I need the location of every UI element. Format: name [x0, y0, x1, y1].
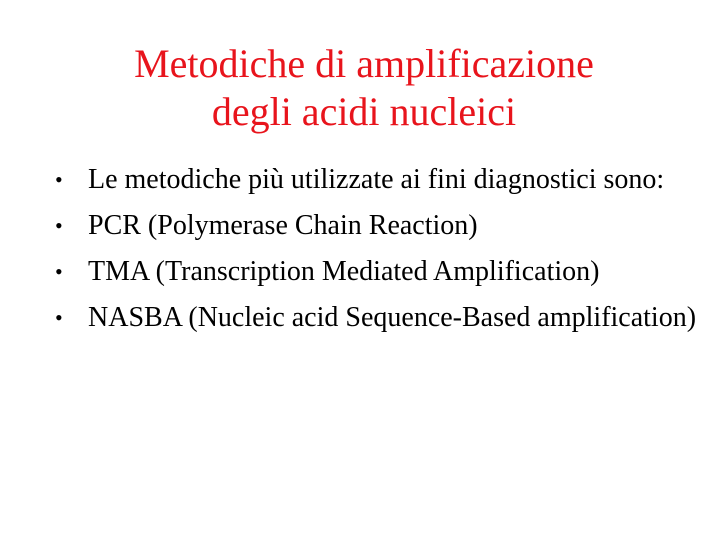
bullet-text-3: TMA (Transcription Mediated Amplification) — [88, 256, 600, 287]
bullet-dot-icon: • — [55, 213, 63, 238]
slide-title-line-2: degli acidi nucleici — [211, 89, 517, 134]
bullet-text-1: Le metodiche più utilizzate ai fini diagnostici sono: — [88, 164, 665, 195]
bullet-item-1 — [0, 163, 708, 196]
bullet-list — [0, 163, 720, 347]
bullet-item-3 — [0, 255, 708, 288]
slide-title-line-1: Metodiche di amplificazione — [134, 41, 594, 86]
bullet-text-2: PCR (Polymerase Chain Reaction) — [88, 210, 478, 241]
bullet-item-4 — [0, 301, 708, 334]
bullet-dot-icon: • — [55, 167, 63, 192]
bullet-item-2 — [0, 209, 708, 242]
bullet-text-4: NASBA (Nucleic acid Sequence-Based amplification) — [88, 302, 697, 333]
slide-title — [0, 40, 720, 136]
bullet-dot-icon: • — [55, 305, 63, 330]
bullet-dot-icon: • — [55, 259, 63, 284]
